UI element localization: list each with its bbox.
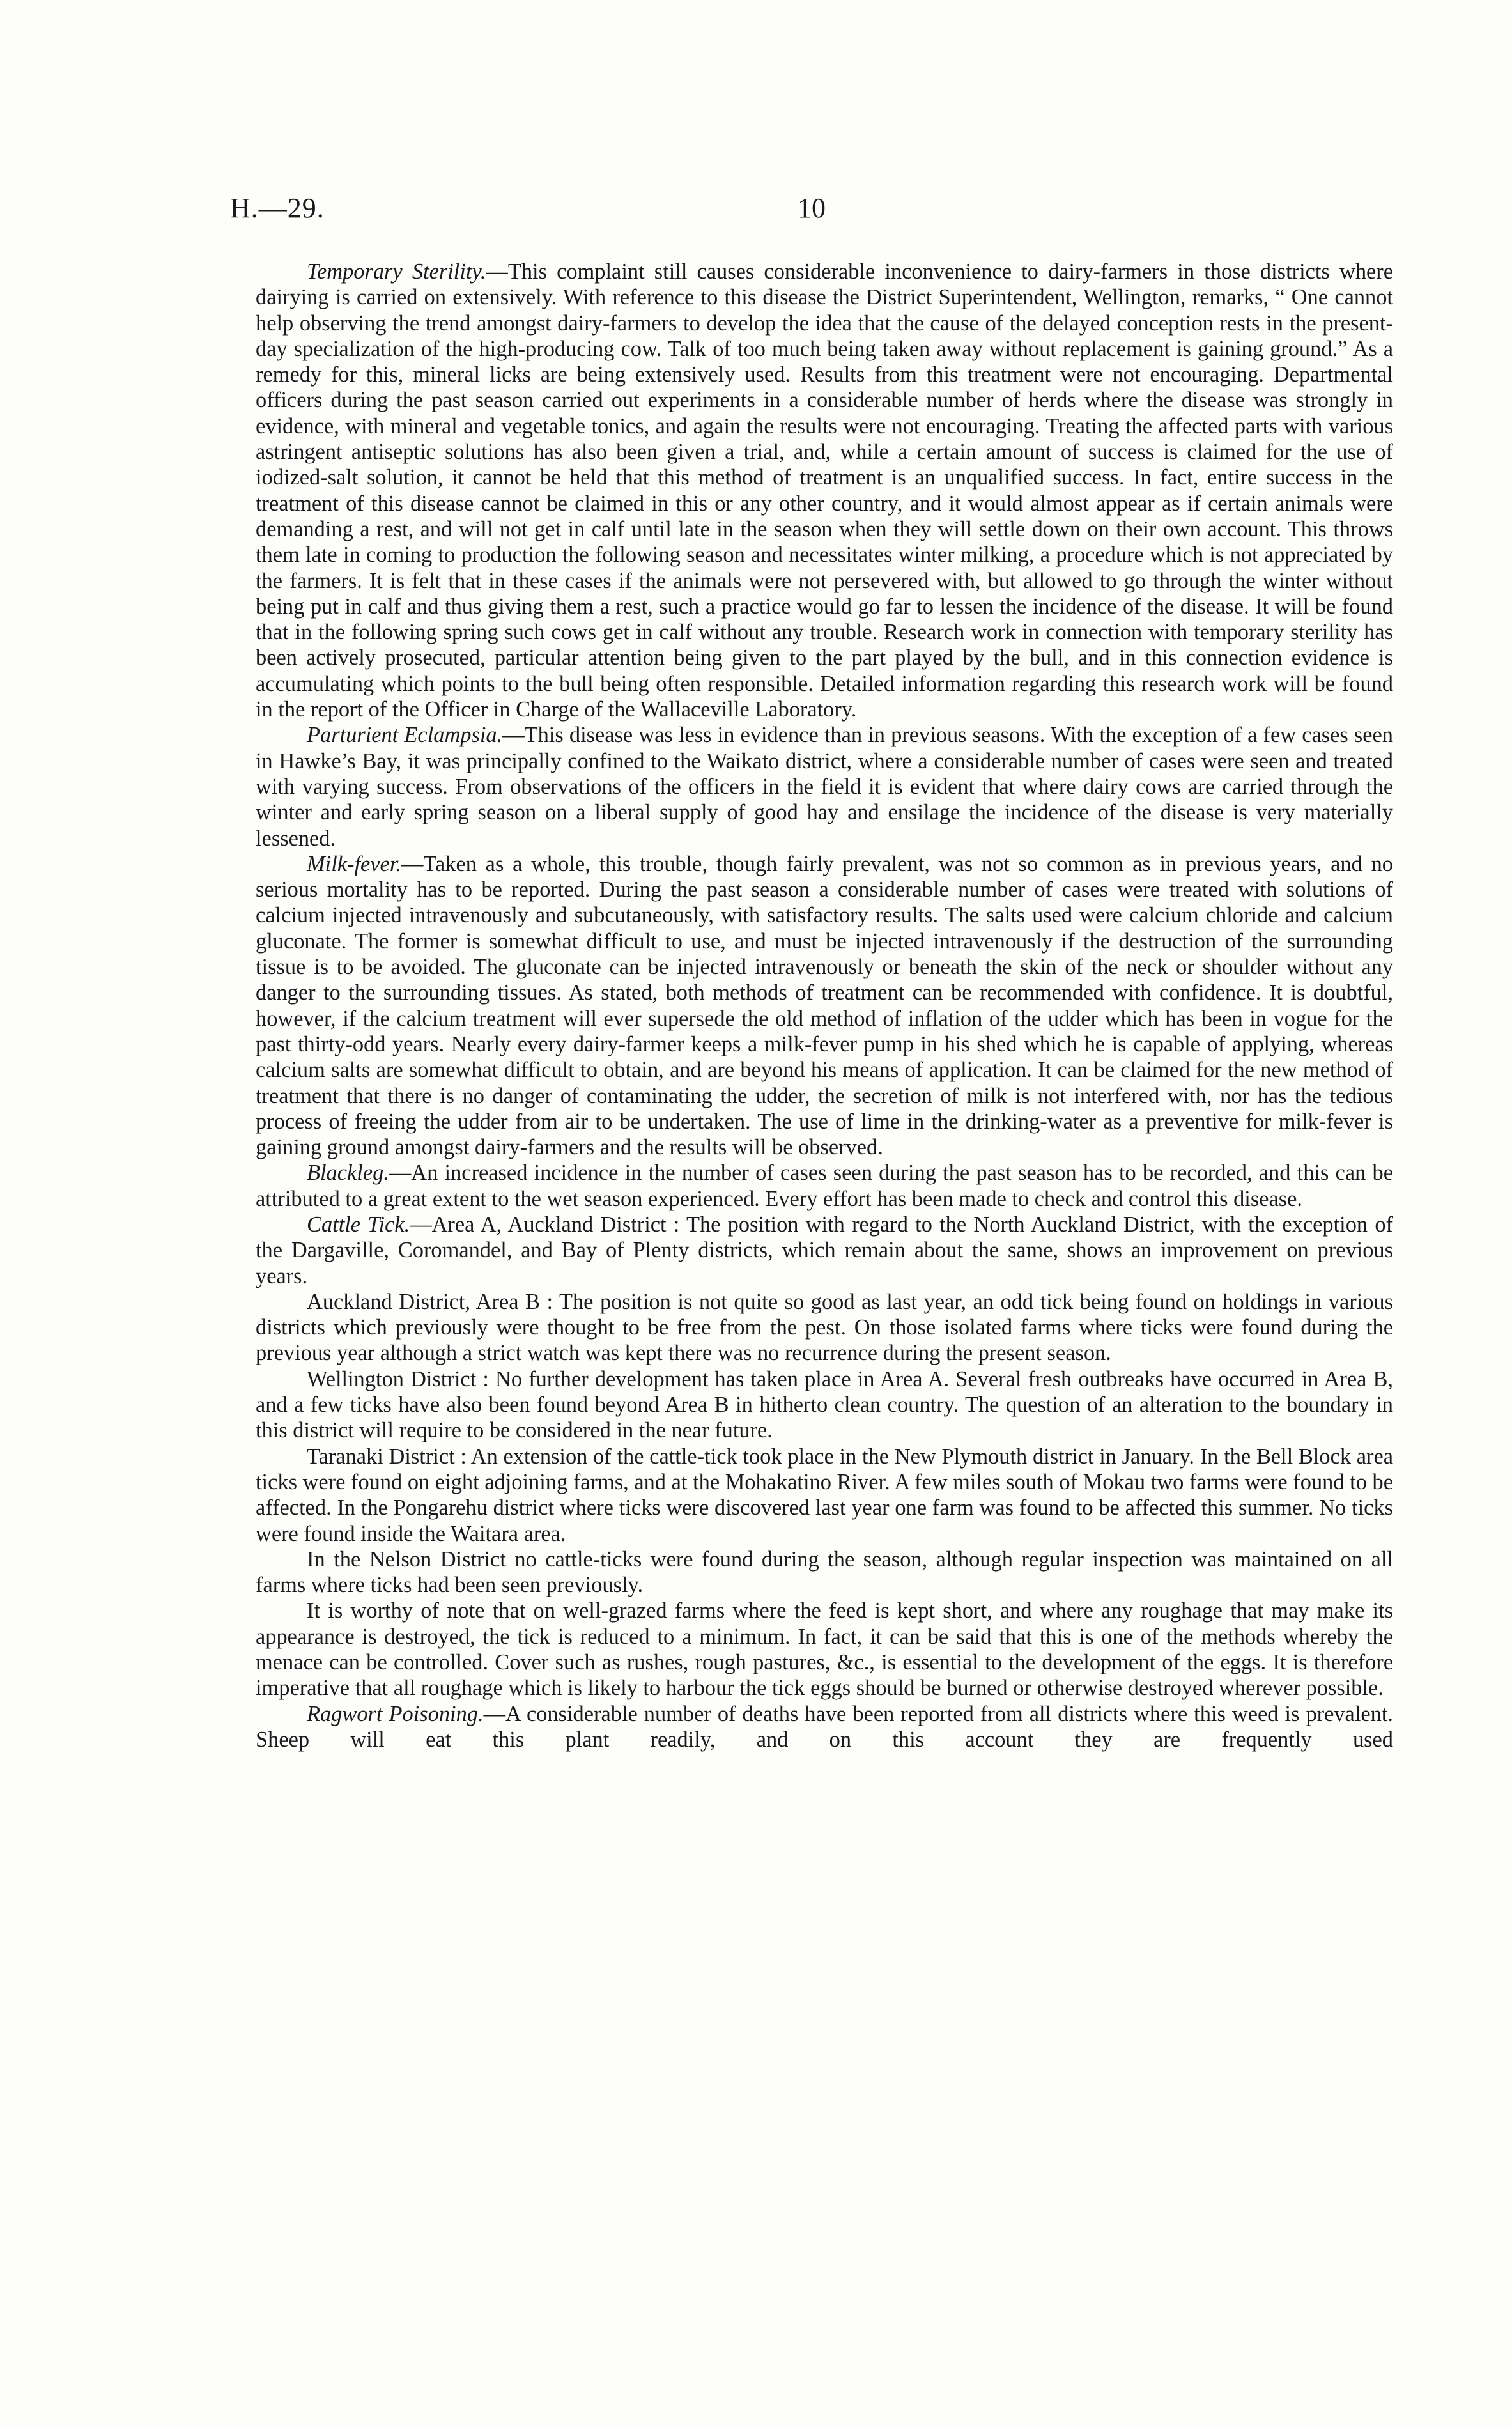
paragraph-text: —This disease was less in evidence than in previous seasons. With the exception of a few cases seen in Hawke’s Bay, it was principally confined to the Waikato district, where a considerable number of cases were seen and treated with varying success. From observations of the officers in the field it is evident that where dairy cows are carried through the winter and early spring season on a liberal supply of good hay and ensilage the incidence of the disease is very materially lessened.: [256, 723, 1393, 851]
paragraph-text: Taranaki District : An extension of the cattle-tick took place in the New Plymouth district in January. In the Bell Block area ticks were found on eight adjoining farms, and at the Mohakatino River. A few miles south of Mokau two farms were found to be affected. In the Pongarehu district where ticks were discovered last year one farm was found to be affected this summer. No ticks were found inside the Waitara area.: [256, 1444, 1393, 1546]
paragraph-text: —A considerable number of deaths have been reported from all districts where this weed is prevalent. Sheep will eat this plant readily, and on this account they are frequently used: [256, 1701, 1393, 1752]
paragraph-heading: Ragwort Poisoning.: [307, 1701, 484, 1726]
paragraph-text: —This complaint still causes considerable inconvenience to dairy-farmers in those districts where dairying is carried on extensively. With reference to this disease the District Superintendent, Wellington, remarks, “ One cannot help observing the trend amongst dairy-farmers to develop the idea that the cause of the delayed conception rests in the present-day specialization of the high-producing cow. Talk of too much being taken away without replacement is gaining ground.” As a remedy for this, mineral licks are being extensively used. Results from this treatment were not encouraging. Departmental officers during the past season carried out experiments in a considerable number of herds where the disease was strongly in evidence, with mineral and vegetable tonics, and again the results were not encouraging. Treating the affected parts with various astringent antiseptic solutions has also been given a trial, and, while a certain amount of success is claimed for the use of iodized-salt solution, it cannot be held that this method of treatment is an unqualified success. In fact, entire success in the treatment of this disease cannot be claimed in this or any other country, and it would almost appear as if certain animals were demanding a rest, and will not get in calf until late in the season when they will settle down on their own account. This throws them late in coming to production the following season and necessitates winter milking, a procedure which is not appreciated by the farmers. It is felt that in these cases if the animals were not persevered with, but allowed to go through the winter without being put in calf and thus giving them a rest, such a practice would go far to lessen the incidence of the disease. It will be found that in the following spring such cows get in calf without any trouble. Research work in connection with temporary sterility has been actively prosecuted, particular attention being given to the part played by the bull, and in this connection evidence is accumulating which points to the bull being often responsible. Detailed information regarding this research work will be found in the report of the Officer in Charge of the Wallaceville Laboratory.: [256, 259, 1393, 722]
paragraph-nelson-district: [256, 1547, 1393, 1598]
paragraph-parturient-eclampsia: [256, 722, 1393, 851]
paragraph-heading: Cattle Tick.: [307, 1212, 410, 1237]
paragraph-auckland-area-b: [256, 1289, 1393, 1366]
paragraph-heading: Temporary Sterility.: [307, 259, 486, 284]
paragraph-roughage-note: [256, 1598, 1393, 1701]
paragraph-ragwort-poisoning: [256, 1701, 1393, 1753]
paragraph-text: —An increased incidence in the number of cases seen during the past season has to be recorded, and this can be attributed to a great extent to the wet season experienced. Every effort has been made to check and control this disease.: [256, 1161, 1393, 1211]
paragraph-text: In the Nelson District no cattle-ticks were found during the season, although regular inspection was maintained on all farms where ticks had been seen previously.: [256, 1547, 1393, 1598]
paragraph-text: Auckland District, Area B : The position is not quite so good as last year, an odd tick being found on holdings in various districts which previously were thought to be free from the pest. On those isolated farms where ticks were found during the previous year although a strict watch was kept there was no recurrence during the present season.: [256, 1289, 1393, 1366]
paragraph-heading: Parturient Eclampsia.: [307, 723, 503, 748]
paragraph-milk-fever: [256, 851, 1393, 1161]
page-number: 10: [798, 192, 826, 224]
paragraph-temporary-sterility: [256, 259, 1393, 722]
paragraph-text: It is worthy of note that on well-grazed farms where the feed is kept short, and where any roughage that may make its appearance is destroyed, the tick is reduced to a minimum. In fact, it can be said that this is one of the methods whereby the menace can be controlled. Cover such as rushes, rough pastures, &c., is essential to the development of the eggs. It is therefore imperative that all roughage which is likely to harbour the tick eggs should be burned or otherwise destroyed wherever possible.: [256, 1598, 1393, 1701]
paragraph-text: Wellington District : No further development has taken place in Area A. Several fresh outbreaks have occurred in Area B, and a few ticks have also been found beyond Area B in hitherto clean country. The question of an alteration to the boundary in this district will require to be considered in the near future.: [256, 1366, 1393, 1443]
paragraph-heading: Blackleg.: [307, 1161, 389, 1186]
body-text: [256, 259, 1393, 1752]
paragraph-text: —Area A, Auckland District : The position with regard to the North Auckland District, with the exception of the Dargaville, Coromandel, and Bay of Plenty districts, which remain about the same, shows an improvement on previous years.: [256, 1212, 1393, 1288]
paragraph-heading: Milk-fever.: [307, 851, 401, 876]
paragraph-cattle-tick: [256, 1212, 1393, 1289]
document-code: H.—29.: [230, 192, 325, 224]
page-header: [230, 192, 1393, 236]
paragraph-taranaki-district: [256, 1444, 1393, 1547]
paragraph-text: —Taken as a whole, this trouble, though fairly prevalent, was not so common as in previous years, and no serious mortality has to be reported. During the past season a considerable number of cases were treated with solutions of calcium injected intravenously and subcutaneously, with satisfactory results. The salts used were calcium chloride and calcium gluconate. The former is somewhat difficult to use, and must be injected intravenously if the destruction of the surrounding tissue is to be avoided. The gluconate can be injected intravenously or beneath the skin of the neck or shoulder without any danger to the surrounding tissues. As stated, both methods of treatment can be recommended with confidence. It is doubtful, however, if the calcium treatment will ever supersede the old method of inflation of the udder which has been in vogue for the past thirty-odd years. Nearly every dairy-farmer keeps a milk-fever pump in his shed which he is capable of applying, whereas calcium salts are somewhat difficult to obtain, and are beyond his means of application. It can be claimed for the new method of treatment that there is no danger of contaminating the udder, the secretion of milk is not interfered with, nor has the tedious process of freeing the udder from air to be undertaken. The use of lime in the drinking-water as a preventive for milk-fever is gaining ground amongst dairy-farmers and the results will be observed.: [256, 851, 1393, 1160]
paragraph-blackleg: [256, 1160, 1393, 1212]
paragraph-wellington-district: [256, 1366, 1393, 1444]
